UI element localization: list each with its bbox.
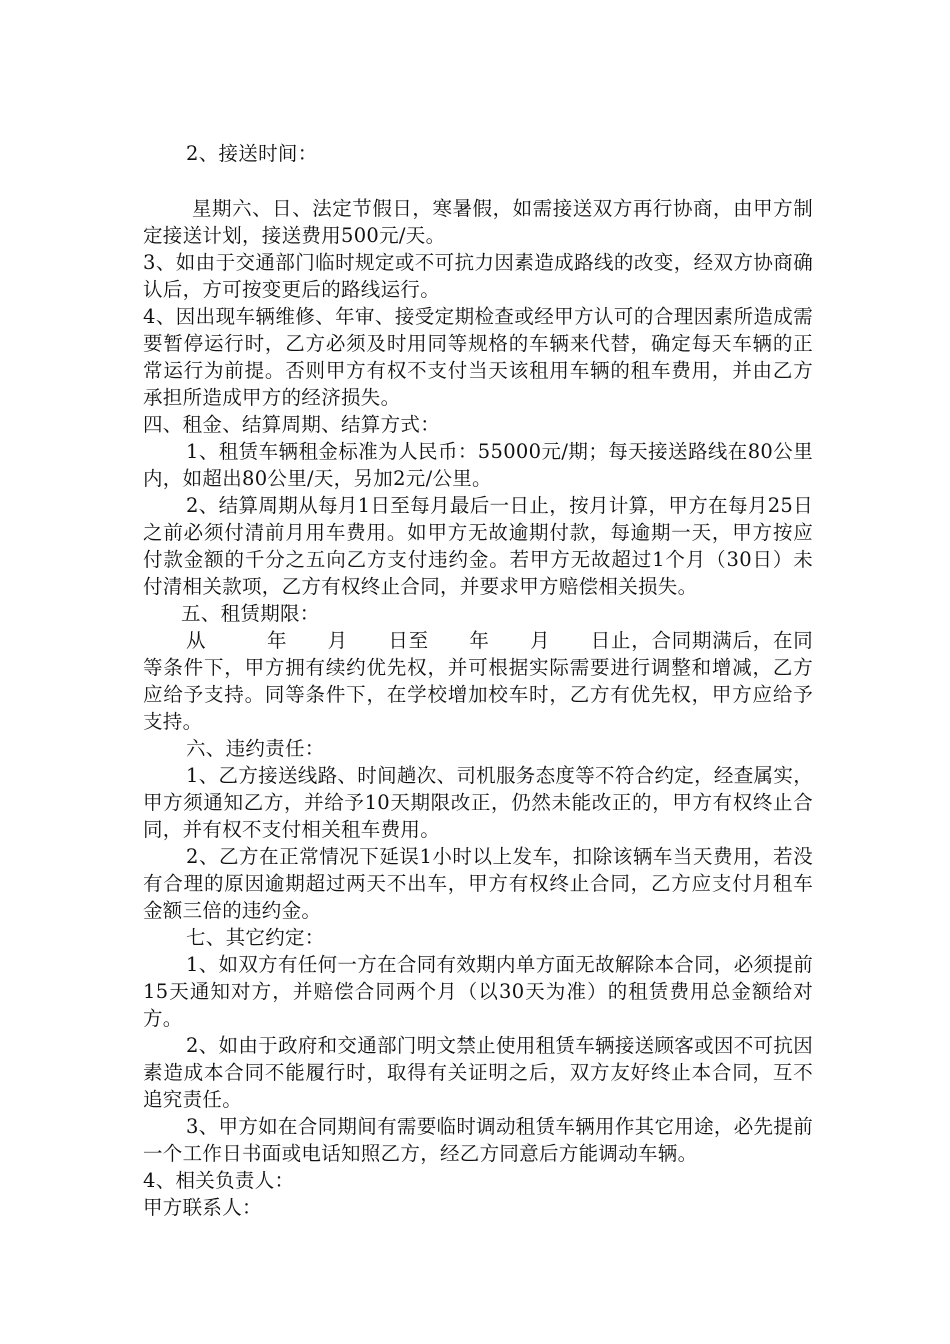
section-heading-responsible: 4、相关负责人： bbox=[143, 1169, 295, 1192]
paragraph-breach-1: 1、乙方接送线路、时间趟次、司机服务态度等不符合约定，经查属实，甲方须通知乙方，并给予10天期限改正，仍然未能改正的，甲方有权终止合同，并有权不支付相关租车费用。 bbox=[143, 764, 813, 841]
paragraph-item-2-title: 2、接送时间： bbox=[186, 142, 318, 165]
paragraph-weekend-schedule: 星期六、日、法定节假日，寒暑假，如需接送双方再行协商，由甲方制定接送计划，接送费用500元/天。 bbox=[143, 197, 813, 247]
paragraph-item-4: 4、因出现车辆维修、年审、接受定期检查或经甲方认可的合理因素所造成需要暂停运行时，乙方必须及时用同等规格的车辆来代替，确定每天车辆的正常运行为前提。否则甲方有权不支付当天该租用车辆的租车费用，并由乙方承担所造成甲方的经济损失。 bbox=[143, 305, 813, 409]
section-heading-rent: 四、租金、结算周期、结算方式： bbox=[143, 413, 441, 436]
section-heading-lease-term: 五、租赁期限： bbox=[181, 602, 320, 625]
section-heading-breach: 六、违约责任： bbox=[186, 737, 325, 760]
paragraph-rent-standard: 1、租赁车辆租金标准为人民币：55000元/期；每天接送路线在80公里内，如超出80公里/天，另加2元/公里。 bbox=[143, 440, 813, 490]
paragraph-other-2: 2、如由于政府和交通部门明文禁止使用租赁车辆接送顾客或因不可抗因素造成本合同不能履行时，取得有关证明之后，双方友好终止本合同，互不追究责任。 bbox=[143, 1034, 813, 1111]
section-heading-other: 七、其它约定： bbox=[186, 926, 325, 949]
paragraph-settlement-period: 2、结算周期从每月1日至每月最后一日止，按月计算，甲方在每月25日之前必须付清前月用车费用。如甲方无故逾期付款，每逾期一天，甲方按应付款金额的千分之五向乙方支付违约金。若甲方无故超过1个月（30日）未付清相关款项，乙方有权终止合同，并要求甲方赔偿相关损失。 bbox=[143, 494, 813, 598]
paragraph-other-1: 1、如双方有任何一方在合同有效期内单方面无故解除本合同，必须提前15天通知对方，并赔偿合同两个月（以30天为准）的租赁费用总金额给对方。 bbox=[143, 953, 813, 1030]
paragraph-breach-2: 2、乙方在正常情况下延误1小时以上发车，扣除该辆车当天费用，若没有合理的原因逾期超过两天不出车，甲方有权终止合同，乙方应支付月租车金额三倍的违约金。 bbox=[143, 845, 813, 922]
party-a-contact: 甲方联系人： bbox=[143, 1196, 262, 1219]
paragraph-other-3: 3、甲方如在合同期间有需要临时调动租赁车辆用作其它用途，必先提前一个工作日书面或电话知照乙方，经乙方同意后方能调动车辆。 bbox=[143, 1115, 813, 1165]
document-body bbox=[143, 140, 813, 1221]
paragraph-item-3: 3、如由于交通部门临时规定或不可抗力因素造成路线的改变，经双方协商确认后，方可按变更后的路线运行。 bbox=[143, 251, 813, 301]
paragraph-lease-term: 从 年 月 日至 年 月 日止，合同期满后，在同等条件下，甲方拥有续约优先权，并可根据实际需要进行调整和增减，乙方应给予支持。同等条件下，在学校增加校车时，乙方有优先权，甲方应给予支持。 bbox=[143, 629, 813, 733]
